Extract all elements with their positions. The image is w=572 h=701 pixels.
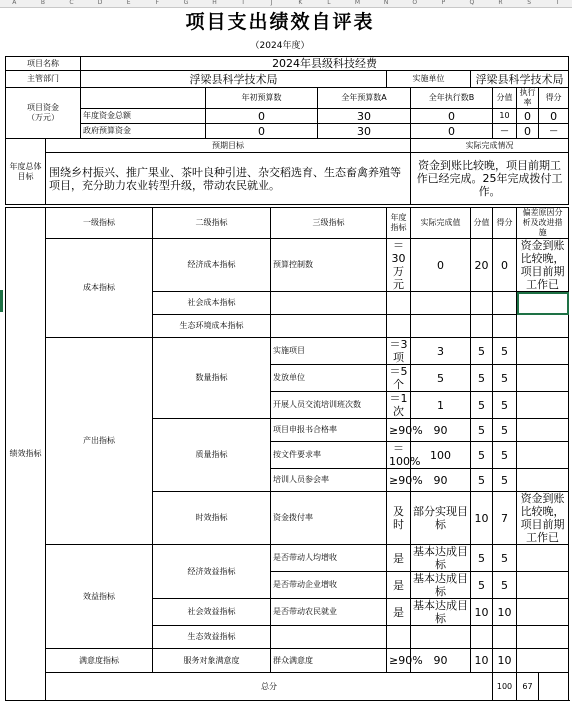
social-benefit-label[interactable]: 社会效益指标 — [153, 599, 271, 626]
project-name-label[interactable]: 项目名称 — [6, 57, 81, 71]
column-header-letter[interactable]: P — [441, 0, 446, 6]
output-reason[interactable] — [517, 338, 569, 365]
budget-control-item[interactable]: 预算控制数 — [271, 239, 387, 292]
funds-row-total-score[interactable]: 0 — [539, 109, 569, 124]
header-level2[interactable]: 二级指标 — [153, 208, 271, 239]
economic-cost-label[interactable]: 经济成本指标 — [153, 239, 271, 292]
empty-cell[interactable] — [493, 626, 517, 649]
empty-cell[interactable] — [411, 626, 471, 649]
output-weight[interactable]: 5 — [471, 392, 493, 419]
output-actual[interactable]: 1 — [411, 392, 471, 419]
column-header-letter[interactable]: E — [126, 0, 131, 6]
funds-row-total-label[interactable]: 年度资金总额 — [81, 109, 206, 124]
total-score[interactable]: 67 — [517, 673, 539, 701]
empty-cell[interactable] — [387, 626, 411, 649]
total-weight[interactable]: 100 — [493, 673, 517, 701]
benefit-target[interactable]: 是 — [387, 572, 411, 599]
authority-label[interactable]: 主管部门 — [6, 71, 81, 88]
funds-label[interactable]: 项目资金 （万元） — [6, 88, 81, 139]
column-header-letter[interactable]: A — [12, 0, 17, 6]
benefit-score[interactable]: 5 — [493, 572, 517, 599]
funds-row-gov-weight[interactable]: — — [493, 124, 517, 139]
column-header-letter[interactable]: K — [298, 0, 303, 6]
quantity-indicator-label[interactable]: 数量指标 — [153, 338, 271, 419]
benefit-actual[interactable]: 基本达成目标 — [411, 572, 471, 599]
output-weight[interactable]: 10 — [471, 492, 493, 545]
output-weight[interactable]: 5 — [471, 338, 493, 365]
benefit-score[interactable]: 5 — [493, 545, 517, 572]
empty-cell[interactable] — [411, 315, 471, 338]
output-item[interactable]: 实施项目 — [271, 338, 387, 365]
empty-cell[interactable] — [471, 292, 493, 315]
empty-cell[interactable] — [471, 315, 493, 338]
benefit-item[interactable]: 是否带动企业增收 — [271, 572, 387, 599]
benefit-weight[interactable]: 5 — [471, 572, 493, 599]
funds-row-total-executed[interactable]: 0 — [411, 109, 493, 124]
column-header-letter[interactable]: D — [97, 0, 103, 6]
expected-goal-header[interactable]: 预期目标 — [46, 139, 411, 153]
funds-row-total-annual[interactable]: 30 — [318, 109, 411, 124]
eco-benefit-label[interactable]: 生态效益指标 — [153, 626, 271, 649]
funds-col-weight[interactable]: 分值 — [493, 88, 517, 109]
output-item[interactable]: 发放单位 — [271, 365, 387, 392]
empty-cell[interactable] — [271, 626, 387, 649]
empty-cell[interactable] — [387, 315, 411, 338]
output-item[interactable]: 资金拨付率 — [271, 492, 387, 545]
satisfaction-item[interactable]: 群众满意度 — [271, 649, 387, 673]
funds-col-executed[interactable]: 全年执行数B — [411, 88, 493, 109]
budget-control-score[interactable]: 0 — [493, 239, 517, 292]
funds-row-gov-initial[interactable]: 0 — [206, 124, 318, 139]
empty-cell[interactable] — [517, 315, 569, 338]
output-target[interactable]: ≥90% — [387, 419, 411, 442]
output-actual[interactable]: 部分实现目标 — [411, 492, 471, 545]
annual-goal-label[interactable]: 年度总体目标 — [6, 139, 46, 205]
year-subtitle: （2024年度） — [250, 41, 310, 51]
benefit-indicator-label[interactable]: 效益指标 — [46, 545, 153, 649]
output-item[interactable]: 培训人员参会率 — [271, 469, 387, 492]
social-cost-label[interactable]: 社会成本指标 — [153, 292, 271, 315]
output-weight[interactable]: 5 — [471, 365, 493, 392]
implementer-label[interactable]: 实施单位 — [387, 71, 471, 88]
column-header-letter[interactable]: Q — [469, 0, 475, 6]
column-header-letter[interactable]: I — [242, 0, 244, 6]
satisfaction-reason[interactable] — [517, 649, 569, 673]
funds-row-total-initial[interactable]: 0 — [206, 109, 318, 124]
funds-col-initial[interactable]: 年初预算数 — [206, 88, 318, 109]
eco-cost-label[interactable]: 生态环境成本指标 — [153, 315, 271, 338]
budget-control-weight[interactable]: 20 — [471, 239, 493, 292]
empty-cell[interactable] — [387, 292, 411, 315]
column-header-letter[interactable]: C — [69, 0, 74, 6]
header-level3[interactable]: 三级指标 — [271, 208, 387, 239]
column-header-letter[interactable]: L — [327, 0, 331, 6]
satisfaction-weight[interactable]: 10 — [471, 649, 493, 673]
benefit-reason[interactable] — [517, 572, 569, 599]
funds-row-total-rate[interactable]: 0 — [517, 109, 539, 124]
output-score[interactable]: 5 — [493, 442, 517, 469]
total-reason[interactable] — [539, 673, 569, 701]
column-header-letter[interactable]: G — [183, 0, 189, 6]
output-score[interactable]: 5 — [493, 392, 517, 419]
empty-cell[interactable] — [493, 292, 517, 315]
funds-row-total-weight[interactable]: 10 — [493, 109, 517, 124]
output-target[interactable]: ＝1次 — [387, 392, 411, 419]
satisfaction-actual[interactable]: 90 — [411, 649, 471, 673]
output-actual[interactable]: 100 — [411, 442, 471, 469]
output-weight[interactable]: 5 — [471, 442, 493, 469]
selected-cell[interactable] — [517, 292, 569, 315]
expected-goal-text[interactable]: 围绕乡村振兴、推广果业、茶叶良种引进、杂交稻选育、生态畜禽养殖等项目，充分助力农业转型升级，带动农民就业。 — [46, 153, 411, 205]
funds-row-gov-label[interactable]: 政府预算资金 — [81, 124, 206, 139]
row-selection-marker — [0, 290, 3, 312]
output-target[interactable]: ≥90% — [387, 469, 411, 492]
column-header-bar — [0, 0, 572, 8]
benefit-reason[interactable] — [517, 599, 569, 626]
column-header-letter[interactable]: T — [555, 0, 560, 6]
funds-col-annual[interactable]: 全年预算数A — [318, 88, 411, 109]
benefit-actual[interactable]: 基本达成目标 — [411, 545, 471, 572]
funds-row-gov-score[interactable]: — — [539, 124, 569, 139]
empty-cell[interactable] — [493, 315, 517, 338]
funds-row-gov-annual[interactable]: 30 — [318, 124, 411, 139]
column-header-letter[interactable]: M — [354, 0, 361, 6]
output-reason[interactable] — [517, 392, 569, 419]
empty-cell[interactable] — [411, 292, 471, 315]
benefit-actual[interactable]: 基本达成目标 — [411, 599, 471, 626]
satisfaction-indicator-label[interactable]: 满意度指标 — [46, 649, 153, 673]
output-indicator-label[interactable]: 产出指标 — [46, 338, 153, 545]
column-header-letter[interactable]: R — [498, 0, 503, 6]
evaluation-table — [5, 56, 569, 701]
output-score[interactable]: 7 — [493, 492, 517, 545]
column-header-letter[interactable]: B — [40, 0, 45, 6]
timeliness-indicator-label[interactable]: 时效指标 — [153, 492, 271, 545]
header-score[interactable]: 得分 — [493, 208, 517, 239]
quality-indicator-label[interactable]: 质量指标 — [153, 419, 271, 492]
benefit-item[interactable]: 是否带动农民就业 — [271, 599, 387, 626]
satisfaction-score[interactable]: 10 — [493, 649, 517, 673]
output-score[interactable]: 5 — [493, 365, 517, 392]
header-level1[interactable]: 一级指标 — [46, 208, 153, 239]
output-reason[interactable] — [517, 419, 569, 442]
funds-col-exec-rate[interactable]: 执行率 — [517, 88, 539, 109]
service-satisfaction-label[interactable]: 服务对象满意度 — [153, 649, 271, 673]
header-actual[interactable]: 实际完成值 — [411, 208, 471, 239]
empty-cell[interactable] — [471, 626, 493, 649]
output-item[interactable]: 项目申报书合格率 — [271, 419, 387, 442]
output-weight[interactable]: 5 — [471, 469, 493, 492]
actual-completion-header[interactable]: 实际完成情况 — [411, 139, 569, 153]
column-header-letter[interactable]: H — [212, 0, 217, 6]
implementer-value[interactable]: 浮梁县科学技术局 — [471, 71, 569, 88]
header-reason[interactable]: 偏差原因分析及改进措施 — [517, 208, 569, 239]
output-score[interactable]: 5 — [493, 419, 517, 442]
output-actual[interactable]: 90 — [411, 419, 471, 442]
column-header-letter[interactable]: O — [412, 0, 418, 6]
benefit-target[interactable]: 是 — [387, 545, 411, 572]
output-target[interactable]: 及时 — [387, 492, 411, 545]
column-header-letter[interactable]: N — [383, 0, 389, 6]
output-reason[interactable] — [517, 365, 569, 392]
column-header-letter[interactable]: J — [270, 0, 273, 6]
output-actual[interactable]: 90 — [411, 469, 471, 492]
actual-completion-text[interactable]: 资金到账比较晚，项目前期工作已经完成。25年完成拨付工作。 — [411, 153, 569, 205]
output-target[interactable]: ＝3项 — [387, 338, 411, 365]
output-item[interactable]: 开展人员交流培训班次数 — [271, 392, 387, 419]
output-item[interactable]: 按文件要求率 — [271, 442, 387, 469]
column-header-letter[interactable]: S — [527, 0, 531, 6]
output-actual[interactable]: 5 — [411, 365, 471, 392]
satisfaction-target[interactable]: ≥90% — [387, 649, 411, 673]
funds-row-gov-rate[interactable]: 0 — [517, 124, 539, 139]
empty-cell[interactable] — [271, 315, 387, 338]
output-reason[interactable]: 资金到账比较晚，项目前期工作已 — [517, 492, 569, 545]
funds-col-score[interactable]: 得分 — [539, 88, 569, 109]
output-reason[interactable] — [517, 469, 569, 492]
economic-benefit-label[interactable]: 经济效益指标 — [153, 545, 271, 599]
authority-value[interactable]: 浮梁县科学技术局 — [81, 71, 387, 88]
empty-cell[interactable] — [517, 626, 569, 649]
output-actual[interactable]: 3 — [411, 338, 471, 365]
output-target[interactable]: ＝5个 — [387, 365, 411, 392]
benefit-item[interactable]: 是否带动人均增收 — [271, 545, 387, 572]
benefit-weight[interactable]: 10 — [471, 599, 493, 626]
header-target[interactable]: 年度指标 — [387, 208, 411, 239]
budget-control-target[interactable]: ＝30万元 — [387, 239, 411, 292]
performance-indicators-label[interactable]: 绩效指标 — [6, 208, 46, 701]
budget-control-reason[interactable]: 资金到账比较晚，项目前期工作已 — [517, 239, 569, 292]
output-score[interactable]: 5 — [493, 338, 517, 365]
column-header-letter[interactable]: F — [155, 0, 160, 6]
total-label[interactable]: 总分 — [46, 673, 493, 701]
empty-cell[interactable] — [271, 292, 387, 315]
output-reason[interactable] — [517, 442, 569, 469]
page-title: 项目支出绩效自评表 — [185, 11, 375, 33]
benefit-weight[interactable]: 5 — [471, 545, 493, 572]
output-target[interactable]: ＝100% — [387, 442, 411, 469]
benefit-score[interactable]: 10 — [493, 599, 517, 626]
funds-row-gov-executed[interactable]: 0 — [411, 124, 493, 139]
benefit-reason[interactable] — [517, 545, 569, 572]
header-weight[interactable]: 分值 — [471, 208, 493, 239]
cost-indicator-label[interactable]: 成本指标 — [46, 239, 153, 338]
benefit-target[interactable]: 是 — [387, 599, 411, 626]
funds-header-empty[interactable] — [81, 88, 206, 109]
budget-control-actual[interactable]: 0 — [411, 239, 471, 292]
output-score[interactable]: 5 — [493, 469, 517, 492]
project-name-value[interactable]: 2024年县级科技经费 — [81, 57, 569, 71]
output-weight[interactable]: 5 — [471, 419, 493, 442]
